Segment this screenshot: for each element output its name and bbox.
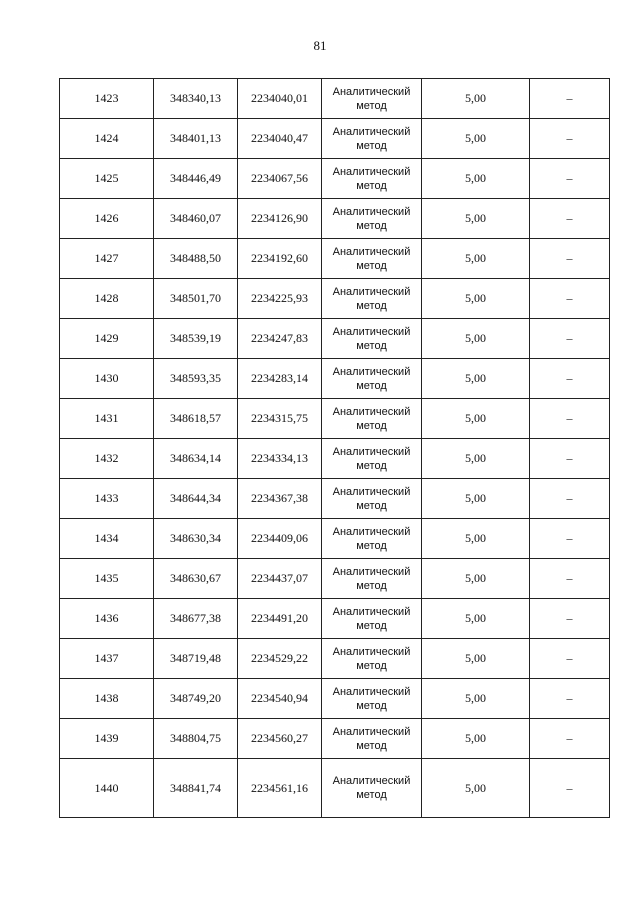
point-number-cell: 1426 (60, 199, 154, 239)
note-cell: – (530, 159, 610, 199)
method-line2: метод (356, 699, 387, 712)
y-coordinate-cell: 2234409,06 (238, 519, 322, 559)
table-row (60, 719, 610, 759)
y-coordinate-cell: 2234225,93 (238, 279, 322, 319)
method-cell (322, 639, 422, 679)
point-number-cell: 1435 (60, 559, 154, 599)
accuracy-cell: 5,00 (422, 279, 530, 319)
point-number-cell: 1438 (60, 679, 154, 719)
page-number: 81 (313, 38, 327, 53)
method-cell (322, 359, 422, 399)
note-cell: – (530, 359, 610, 399)
accuracy-cell: 5,00 (422, 599, 530, 639)
table-row (60, 399, 610, 439)
accuracy-cell: 5,00 (422, 159, 530, 199)
x-coordinate-cell: 348446,49 (154, 159, 238, 199)
method-cell (322, 239, 422, 279)
point-number-cell: 1430 (60, 359, 154, 399)
x-coordinate-cell: 348501,70 (154, 279, 238, 319)
y-coordinate-cell: 2234067,56 (238, 159, 322, 199)
note-cell: – (530, 279, 610, 319)
point-number-cell: 1437 (60, 639, 154, 679)
x-coordinate-cell: 348749,20 (154, 679, 238, 719)
table-row (60, 559, 610, 599)
note-cell: – (530, 759, 610, 818)
method-line2: метод (356, 419, 387, 432)
x-coordinate-cell: 348630,67 (154, 559, 238, 599)
note-cell: – (530, 479, 610, 519)
x-coordinate-cell: 348719,48 (154, 639, 238, 679)
table-row (60, 239, 610, 279)
table-row (60, 519, 610, 559)
table-row (60, 439, 610, 479)
y-coordinate-cell: 2234529,22 (238, 639, 322, 679)
method-cell (322, 79, 422, 119)
method-line1: Аналитический (332, 365, 411, 378)
x-coordinate-cell: 348340,13 (154, 79, 238, 119)
y-coordinate-cell: 2234437,07 (238, 559, 322, 599)
method-line2: метод (356, 99, 387, 112)
method-line1: Аналитический (332, 165, 411, 178)
accuracy-cell: 5,00 (422, 719, 530, 759)
method-cell (322, 479, 422, 519)
note-cell: – (530, 519, 610, 559)
method-cell (322, 559, 422, 599)
table-body (60, 79, 610, 818)
method-cell (322, 439, 422, 479)
table-row (60, 639, 610, 679)
method-line1: Аналитический (332, 645, 411, 658)
method-line1: Аналитический (332, 445, 411, 458)
table-row (60, 79, 610, 119)
method-line1: Аналитический (332, 685, 411, 698)
y-coordinate-cell: 2234334,13 (238, 439, 322, 479)
x-coordinate-cell: 348804,75 (154, 719, 238, 759)
method-cell (322, 399, 422, 439)
x-coordinate-cell: 348634,14 (154, 439, 238, 479)
method-line2: метод (356, 619, 387, 632)
table-row (60, 479, 610, 519)
accuracy-cell: 5,00 (422, 319, 530, 359)
note-cell: – (530, 439, 610, 479)
note-cell: – (530, 639, 610, 679)
x-coordinate-cell: 348630,34 (154, 519, 238, 559)
accuracy-cell: 5,00 (422, 239, 530, 279)
y-coordinate-cell: 2234247,83 (238, 319, 322, 359)
point-number-cell: 1428 (60, 279, 154, 319)
method-cell (322, 159, 422, 199)
method-cell (322, 519, 422, 559)
method-line2: метод (356, 579, 387, 592)
method-line1: Аналитический (332, 285, 411, 298)
method-cell (322, 319, 422, 359)
table-row (60, 679, 610, 719)
method-line2: метод (356, 659, 387, 672)
accuracy-cell: 5,00 (422, 79, 530, 119)
method-line2: метод (356, 219, 387, 232)
point-number-cell: 1432 (60, 439, 154, 479)
y-coordinate-cell: 2234126,90 (238, 199, 322, 239)
table-row (60, 279, 610, 319)
note-cell: – (530, 119, 610, 159)
note-cell: – (530, 599, 610, 639)
method-line1: Аналитический (332, 605, 411, 618)
accuracy-cell: 5,00 (422, 479, 530, 519)
method-cell (322, 679, 422, 719)
note-cell: – (530, 679, 610, 719)
method-line2: метод (356, 299, 387, 312)
y-coordinate-cell: 2234491,20 (238, 599, 322, 639)
method-cell (322, 599, 422, 639)
method-line1: Аналитический (332, 525, 411, 538)
method-line1: Аналитический (332, 205, 411, 218)
accuracy-cell: 5,00 (422, 559, 530, 599)
note-cell: – (530, 79, 610, 119)
table-row (60, 759, 610, 818)
method-cell (322, 119, 422, 159)
x-coordinate-cell: 348618,57 (154, 399, 238, 439)
method-line1: Аналитический (332, 245, 411, 258)
accuracy-cell: 5,00 (422, 759, 530, 818)
method-line2: метод (356, 499, 387, 512)
y-coordinate-cell: 2234040,47 (238, 119, 322, 159)
y-coordinate-cell: 2234315,75 (238, 399, 322, 439)
method-line1: Аналитический (332, 725, 411, 738)
point-number-cell: 1431 (60, 399, 154, 439)
point-number-cell: 1433 (60, 479, 154, 519)
note-cell: – (530, 399, 610, 439)
accuracy-cell: 5,00 (422, 119, 530, 159)
point-number-cell: 1434 (60, 519, 154, 559)
x-coordinate-cell: 348677,38 (154, 599, 238, 639)
y-coordinate-cell: 2234560,27 (238, 719, 322, 759)
method-line2: метод (356, 459, 387, 472)
note-cell: – (530, 719, 610, 759)
method-line2: метод (356, 179, 387, 192)
y-coordinate-cell: 2234040,01 (238, 79, 322, 119)
note-cell: – (530, 559, 610, 599)
accuracy-cell: 5,00 (422, 399, 530, 439)
point-number-cell: 1425 (60, 159, 154, 199)
y-coordinate-cell: 2234283,14 (238, 359, 322, 399)
method-line2: метод (356, 139, 387, 152)
y-coordinate-cell: 2234540,94 (238, 679, 322, 719)
x-coordinate-cell: 348644,34 (154, 479, 238, 519)
point-number-cell: 1423 (60, 79, 154, 119)
x-coordinate-cell: 348488,50 (154, 239, 238, 279)
x-coordinate-cell: 348539,19 (154, 319, 238, 359)
method-line1: Аналитический (332, 325, 411, 338)
point-number-cell: 1440 (60, 759, 154, 818)
table-row (60, 159, 610, 199)
method-line1: Аналитический (332, 125, 411, 138)
method-line1: Аналитический (332, 485, 411, 498)
method-line2: метод (356, 259, 387, 272)
method-line1: Аналитический (332, 775, 411, 787)
accuracy-cell: 5,00 (422, 679, 530, 719)
table-row (60, 319, 610, 359)
method-line1: Аналитический (332, 85, 411, 98)
note-cell: – (530, 199, 610, 239)
table-row (60, 359, 610, 399)
accuracy-cell: 5,00 (422, 359, 530, 399)
x-coordinate-cell: 348401,13 (154, 119, 238, 159)
table-row (60, 199, 610, 239)
accuracy-cell: 5,00 (422, 519, 530, 559)
point-number-cell: 1436 (60, 599, 154, 639)
method-cell (322, 199, 422, 239)
method-line2: метод (356, 739, 387, 752)
x-coordinate-cell: 348593,35 (154, 359, 238, 399)
y-coordinate-cell: 2234367,38 (238, 479, 322, 519)
point-number-cell: 1427 (60, 239, 154, 279)
method-line2: метод (356, 339, 387, 352)
point-number-cell: 1424 (60, 119, 154, 159)
method-line1: Аналитический (332, 565, 411, 578)
method-cell (322, 279, 422, 319)
accuracy-cell: 5,00 (422, 199, 530, 239)
coordinates-table (59, 78, 610, 818)
y-coordinate-cell: 2234561,16 (238, 759, 322, 818)
accuracy-cell: 5,00 (422, 439, 530, 479)
accuracy-cell: 5,00 (422, 639, 530, 679)
x-coordinate-cell: 348460,07 (154, 199, 238, 239)
method-line2: метод (356, 789, 387, 801)
method-line2: метод (356, 379, 387, 392)
y-coordinate-cell: 2234192,60 (238, 239, 322, 279)
method-cell (322, 719, 422, 759)
method-cell (322, 759, 422, 818)
point-number-cell: 1439 (60, 719, 154, 759)
note-cell: – (530, 319, 610, 359)
note-cell: – (530, 239, 610, 279)
point-number-cell: 1429 (60, 319, 154, 359)
table-row (60, 119, 610, 159)
method-line1: Аналитический (332, 405, 411, 418)
method-line2: метод (356, 539, 387, 552)
x-coordinate-cell: 348841,74 (154, 759, 238, 818)
table-row (60, 599, 610, 639)
